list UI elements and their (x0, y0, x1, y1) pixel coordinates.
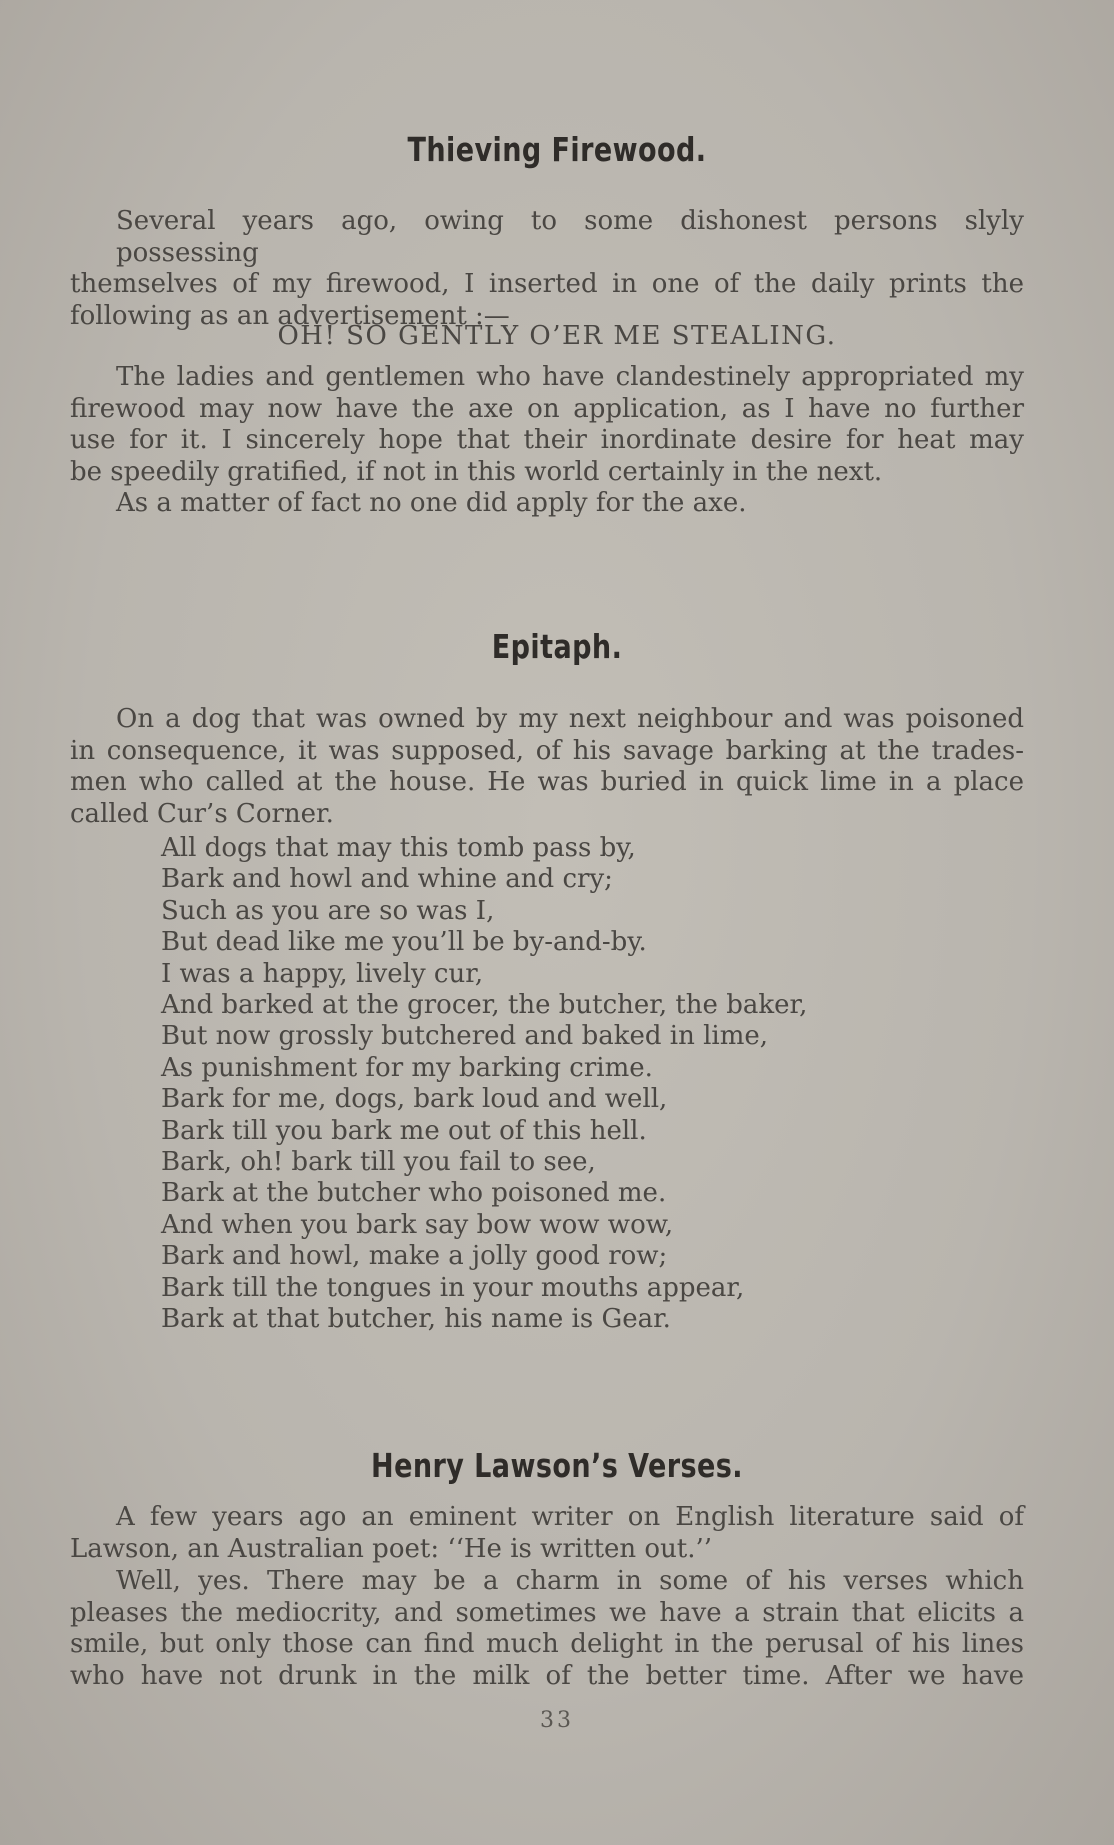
text-line: Several years ago, owing to some dishonest persons slyly possessing (116, 206, 1024, 268)
verse-line: As punishment for my barking crime. (161, 1052, 653, 1083)
text-line: who have not drunk in the milk of the better time. After we have (70, 1660, 1024, 1691)
verse-line: But dead like me you’ll be by-and-by. (161, 927, 647, 958)
section-title-thieving-firewood: Thieving Firewood. (407, 130, 707, 169)
verse-line: And when you bark say bow wow wow, (161, 1209, 674, 1240)
thieving-firewood-paragraph-2 (70, 362, 1024, 520)
text-line: pleases the mediocrity, and sometimes we have a strain that elicits a (70, 1597, 1024, 1628)
verse-line: Bark till you bark me out of this hell. (161, 1115, 647, 1146)
verse-line: All dogs that may this tomb pass by, (161, 833, 636, 863)
verse-line: Bark till the tongues in your mouths appear, (161, 1272, 745, 1303)
text-line: Lawson, an Australian poet: ‘‘He is written out.’’ (70, 1533, 713, 1564)
verse-line: But now grossly butchered and baked in lime, (161, 1021, 769, 1052)
text-line: in consequence, it was supposed, of his savage barking at the trades- (70, 735, 1024, 766)
lawson-paragraph-2 (70, 1566, 1024, 1692)
lawson-paragraph-1 (70, 1502, 1024, 1565)
section-title-henry-lawsons-verses: Henry Lawson’s Verses. (371, 1446, 743, 1485)
text-line: A few years ago an eminent writer on English literature said of (116, 1502, 1024, 1532)
verse-line: I was a happy, lively cur, (161, 958, 484, 989)
thieving-firewood-paragraph-1 (70, 206, 1024, 332)
text-line: Well, yes. There may be a charm in some of his verses which (116, 1566, 1024, 1596)
epitaph-intro (70, 704, 1024, 830)
section-title-epitaph: Epitaph. (491, 627, 623, 666)
advertisement-heading: OH! SO GENTLY O’ER ME STEALING. (277, 321, 837, 351)
verse-line: And barked at the grocer, the butcher, the baker, (161, 990, 808, 1021)
text-line: men who called at the house. He was buried in quick lime in a place (70, 767, 1024, 797)
text-line: called Cur’s Corner. (70, 798, 334, 829)
verse-line: Bark and howl, make a jolly good row; (161, 1241, 668, 1272)
text-line: On a dog that was owned by my next neighbour and was poisoned (116, 704, 1024, 734)
text-line: following as an advertisement :— (70, 300, 510, 331)
verse-line: Bark at the butcher who poisoned me. (161, 1178, 667, 1209)
verse-line: Bark and howl and whine and cry; (161, 864, 613, 895)
text-line: The ladies and gentlemen who have clandestinely appropriated my (116, 362, 1024, 392)
text-line: be speedily gratified, if not in this world certainly in the next. (70, 456, 883, 487)
text-line: smile, but only those can find much delight in the perusal of his lines (70, 1629, 1024, 1659)
text-line: use for it. I sincerely hope that their inordinate desire for heat may (70, 425, 1024, 455)
verse-line: Such as you are so was I, (161, 895, 495, 926)
page-number: 33 (540, 1708, 574, 1733)
epitaph-verse (161, 833, 921, 1336)
text-line: themselves of my firewood, I inserted in one of the daily prints the (70, 269, 1024, 299)
verse-line: Bark for me, dogs, bark loud and well, (161, 1084, 668, 1115)
verse-line: Bark, oh! bark till you fail to see, (161, 1147, 596, 1178)
text-line: As a matter of fact no one did apply for the axe. (116, 488, 747, 518)
text-line: firewood may now have the axe on application, as I have no further (70, 393, 1024, 424)
verse-line: Bark at that butcher, his name is Gear. (161, 1304, 671, 1335)
